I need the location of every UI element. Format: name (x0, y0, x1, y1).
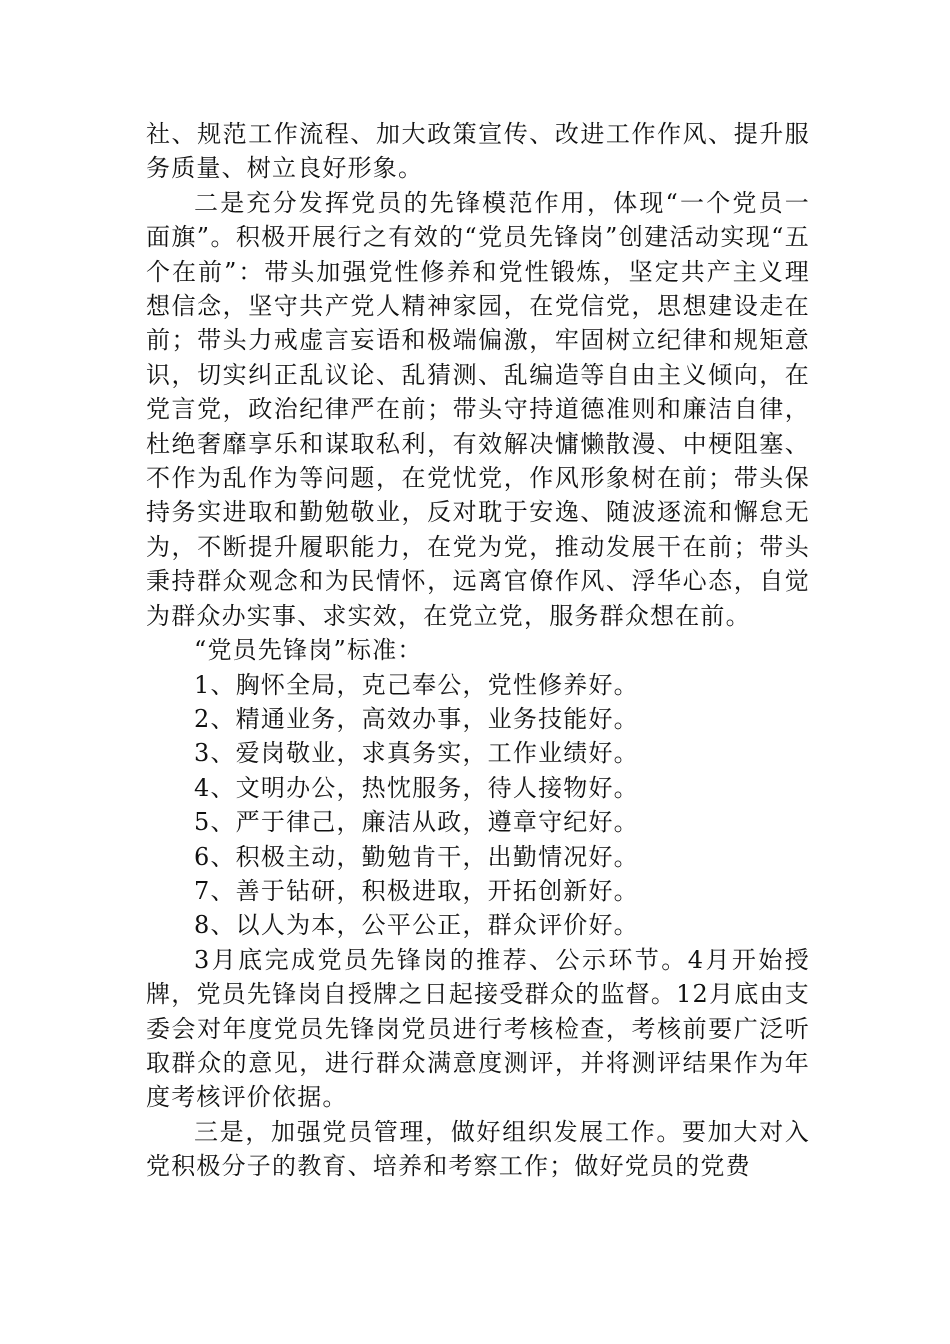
standards-list (146, 668, 810, 943)
paragraph-standards-heading: “党员先锋岗”标准： (194, 636, 423, 665)
list-item: 6、积极主动，勤勉肯干，出勤情况好。 (194, 842, 639, 871)
list-item: 2、精通业务，高效办事，业务技能好。 (194, 704, 639, 733)
paragraph-party-member-pioneer: 二是充分发挥党员的先锋模范作用，体现“一个党员一面旗”。积极开展行之有效的“党员先锋岗”创建活动实现“五个在前”：带头加强党性修养和党性锻炼，坚定共产主义理想信念，坚守共产党人精神家园，在党信党，思想建设走在前；带头力戒虚言妄语和极端偏激，牢固树立纪律和规矩意识，切实纠正乱议论、乱猜测、乱编造等自由主义倾向，在党言党，政治纪律严在前；带头守持道德准则和廉洁自律，杜绝奢靡享乐和谋取私利，有效解决慵懒散漫、中梗阻塞、不作为乱作为等问题，在党忧党，作风形象树在前；带头保持务实进取和勤勉敬业，反对耽于安逸、随波逐流和懈怠无为，不断提升履职能力，在党为党，推动发展干在前；带头秉持群众观念和为民情怀，远离官僚作风、浮华心态，自觉为群众办实事、求实效，在党立党，服务群众想在前。 (146, 188, 810, 630)
list-item: 3、爱岗敬业，求真务实，工作业绩好。 (194, 739, 639, 768)
document-body (146, 117, 810, 1184)
paragraph-schedule: 3月底完成党员先锋岗的推荐、公示环节。4月开始授牌，党员先锋岗自授牌之日起接受群众的监督。12月底由支委会对年度党员先锋岗党员进行考核检查，考核前要广泛听取群众的意见，进行群众满意度测评，并将测评结果作为年度考核评价依据。 (146, 945, 810, 1112)
list-item: 8、以人为本，公平公正，群众评价好。 (194, 911, 639, 940)
list-item: 7、善于钻研，积极进取，开拓创新好。 (194, 876, 639, 905)
paragraph-continuation: 社、规范工作流程、加大政策宣传、改进工作作风、提升服务质量、树立良好形象。 (146, 120, 810, 183)
paragraph-member-management: 三是，加强党员管理，做好组织发展工作。要加大对入党积极分子的教育、培养和考察工作；做好党员的党费 (146, 1117, 810, 1181)
list-item: 1、胸怀全局，克己奉公，党性修养好。 (194, 670, 639, 699)
list-item: 4、文明办公，热忱服务，待人接物好。 (194, 773, 639, 802)
list-item: 5、严于律己，廉洁从政，遵章守纪好。 (194, 808, 639, 837)
